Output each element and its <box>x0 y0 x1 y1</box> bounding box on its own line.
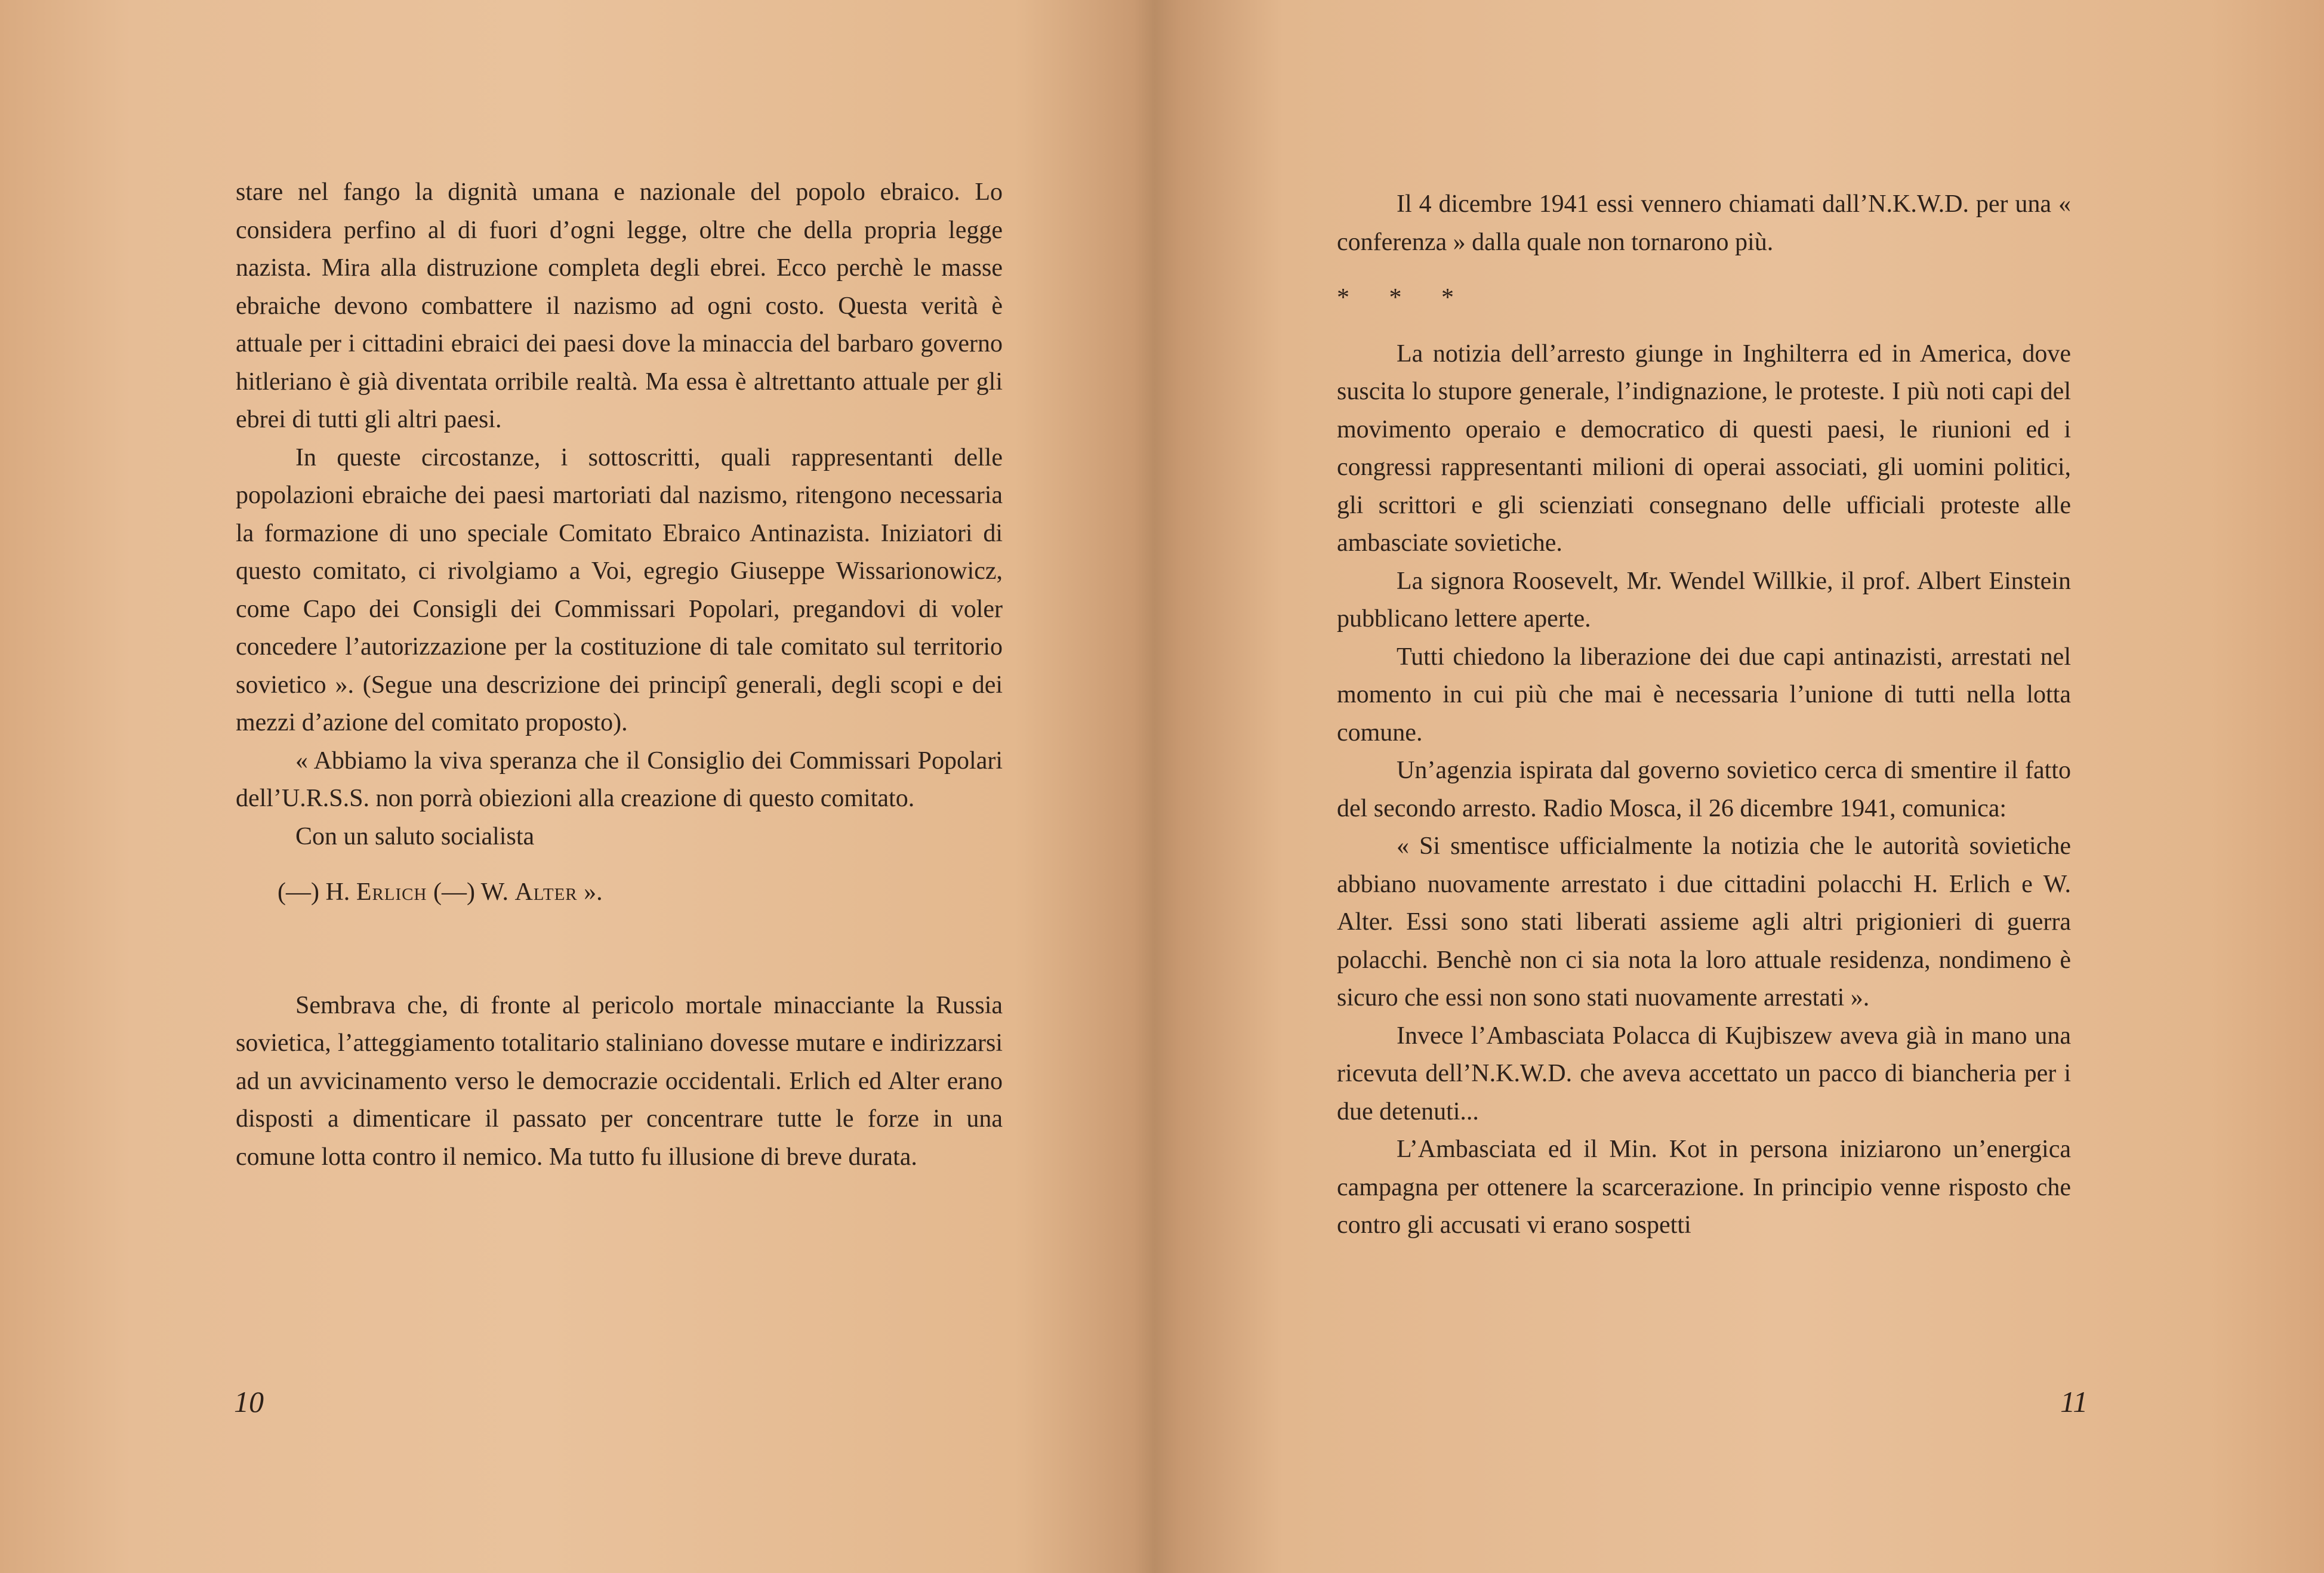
right-page-text <box>1337 186 2071 1245</box>
paragraph: « Abbiamo la viva speranza che il Consiglio dei Commissari Popolari dell’U.R.S.S. non porrà obiezioni alla creazione di questo comitato. <box>236 747 1003 812</box>
paragraph: L’Ambasciata ed il Min. Kot in persona iniziarono un’energica campagna per ottenere la scarcerazione. In principio venne risposto che contro gli accusati vi erano sospetti <box>1337 1136 2071 1239</box>
paragraph: Il 4 dicembre 1941 essi vennero chiamati dall’N.K.W.D. per una « conferenza » dalla quale non tornarono più. <box>1337 190 2071 256</box>
signature-name-erlich: Erlich <box>356 878 427 906</box>
paragraph: La notizia dell’arresto giunge in Inghilterra ed in America, dove suscita lo stupore generale, l’indignazione, le proteste. I più noti capi del movimento operaio e democratico di questi paesi, le riunioni ed i congressi rappresentanti milioni di operai associati, gli uomini politici, gli scrittori e gli scienziati consegnano delle ufficiali proteste alle ambasciate sovietiche. <box>1337 340 2071 557</box>
paragraph: In queste circostanze, i sottoscritti, quali rappresentanti delle popolazioni ebraiche dei paesi martoriati dal nazismo, ritengono necessaria la formazione di uno speciale Comitato Ebraico Antinazista. Iniziatori di questo comitato, ci rivolgiamo a Voi, egregio Giuseppe Wissarionowicz, come Capo dei Consigli dei Commissari Popolari, pregandovi di voler concedere l’autorizzazione per la costituzione di tale comitato sul territorio sovietico ». (Segue una descrizione dei principî generali, degli scopi e dei mezzi d’azione del comitato proposto). <box>236 443 1003 736</box>
paragraph: Invece l’Ambasciata Polacca di Kujbiszew aveva già in mano una ricevuta dell’N.K.W.D. che aveva accettato un pacco di biancheria per i due detenuti... <box>1337 1022 2071 1125</box>
page-number: 10 <box>234 1385 264 1418</box>
signature <box>236 874 1003 912</box>
paragraph: Sembrava che, di fronte al pericolo mortale minacciante la Russia sovietica, l’atteggiamento totalitario staliniano dovesse mutare e indirizzarsi ad un avvicinamento verso le democrazie occidentali. Erlich ed Alter erano disposti a dimenticare il passato per concentrare tutte le forze in una comune lotta contro il nemico. Ma tutto fu illusione di breve durata. <box>236 991 1003 1171</box>
paragraph: La signora Roosevelt, Mr. Wendel Willkie, il prof. Albert Einstein pubblicano lettere aperte. <box>1337 567 2071 633</box>
signature-prefix-1: (—) H. <box>278 878 356 906</box>
signature-suffix: ». <box>577 878 603 906</box>
signature-name-alter: Alter <box>514 878 578 906</box>
paragraph: Tutti chiedono la liberazione dei due capi antinazisti, arrestati nel momento in cui più che mai è necessaria l’unione di tutti nella lotta comune. <box>1337 643 2071 747</box>
paragraph: « Si smentisce ufficialmente la notizia che le autorità sovietiche abbiano nuovamente arrestato i due cittadini polacchi H. Erlich e W. Alter. Essi sono stati liberati assieme agli altri prigionieri di guerra polacchi. Benchè non ci sia nota la loro attuale residenza, nondimeno è sicuro che essi non sono stati nuovamente arrestati ». <box>1337 832 2071 1011</box>
paragraph: Con un saluto socialista <box>295 822 535 850</box>
section-separator: * * * <box>1337 284 1471 311</box>
page-number: 11 <box>2060 1385 2088 1418</box>
signature-prefix-2: (—) W. <box>427 878 515 906</box>
paragraph: Un’agenzia ispirata dal governo sovietico cerca di smentire il fatto del secondo arresto. Radio Mosca, il 26 dicembre 1941, comunica: <box>1337 757 2071 822</box>
right-page <box>1158 0 2324 1573</box>
left-page-text <box>236 174 1003 1176</box>
paragraph: stare nel fango la dignità umana e nazionale del popolo ebraico. Lo considera perfino al di fuori d’ogni legge, oltre che della propria legge nazista. Mira alla distruzione completa degli ebrei. Ecco perchè le masse ebraiche devono combattere il nazismo ad ogni costo. Questa verità è attuale per i cittadini ebraici dei paesi dove la minaccia del barbaro governo hitleriano è già diventata orribile realtà. Ma essa è altrettanto attuale per gli ebrei di tutti gli altri paesi. <box>236 178 1003 433</box>
left-page <box>0 0 1158 1573</box>
